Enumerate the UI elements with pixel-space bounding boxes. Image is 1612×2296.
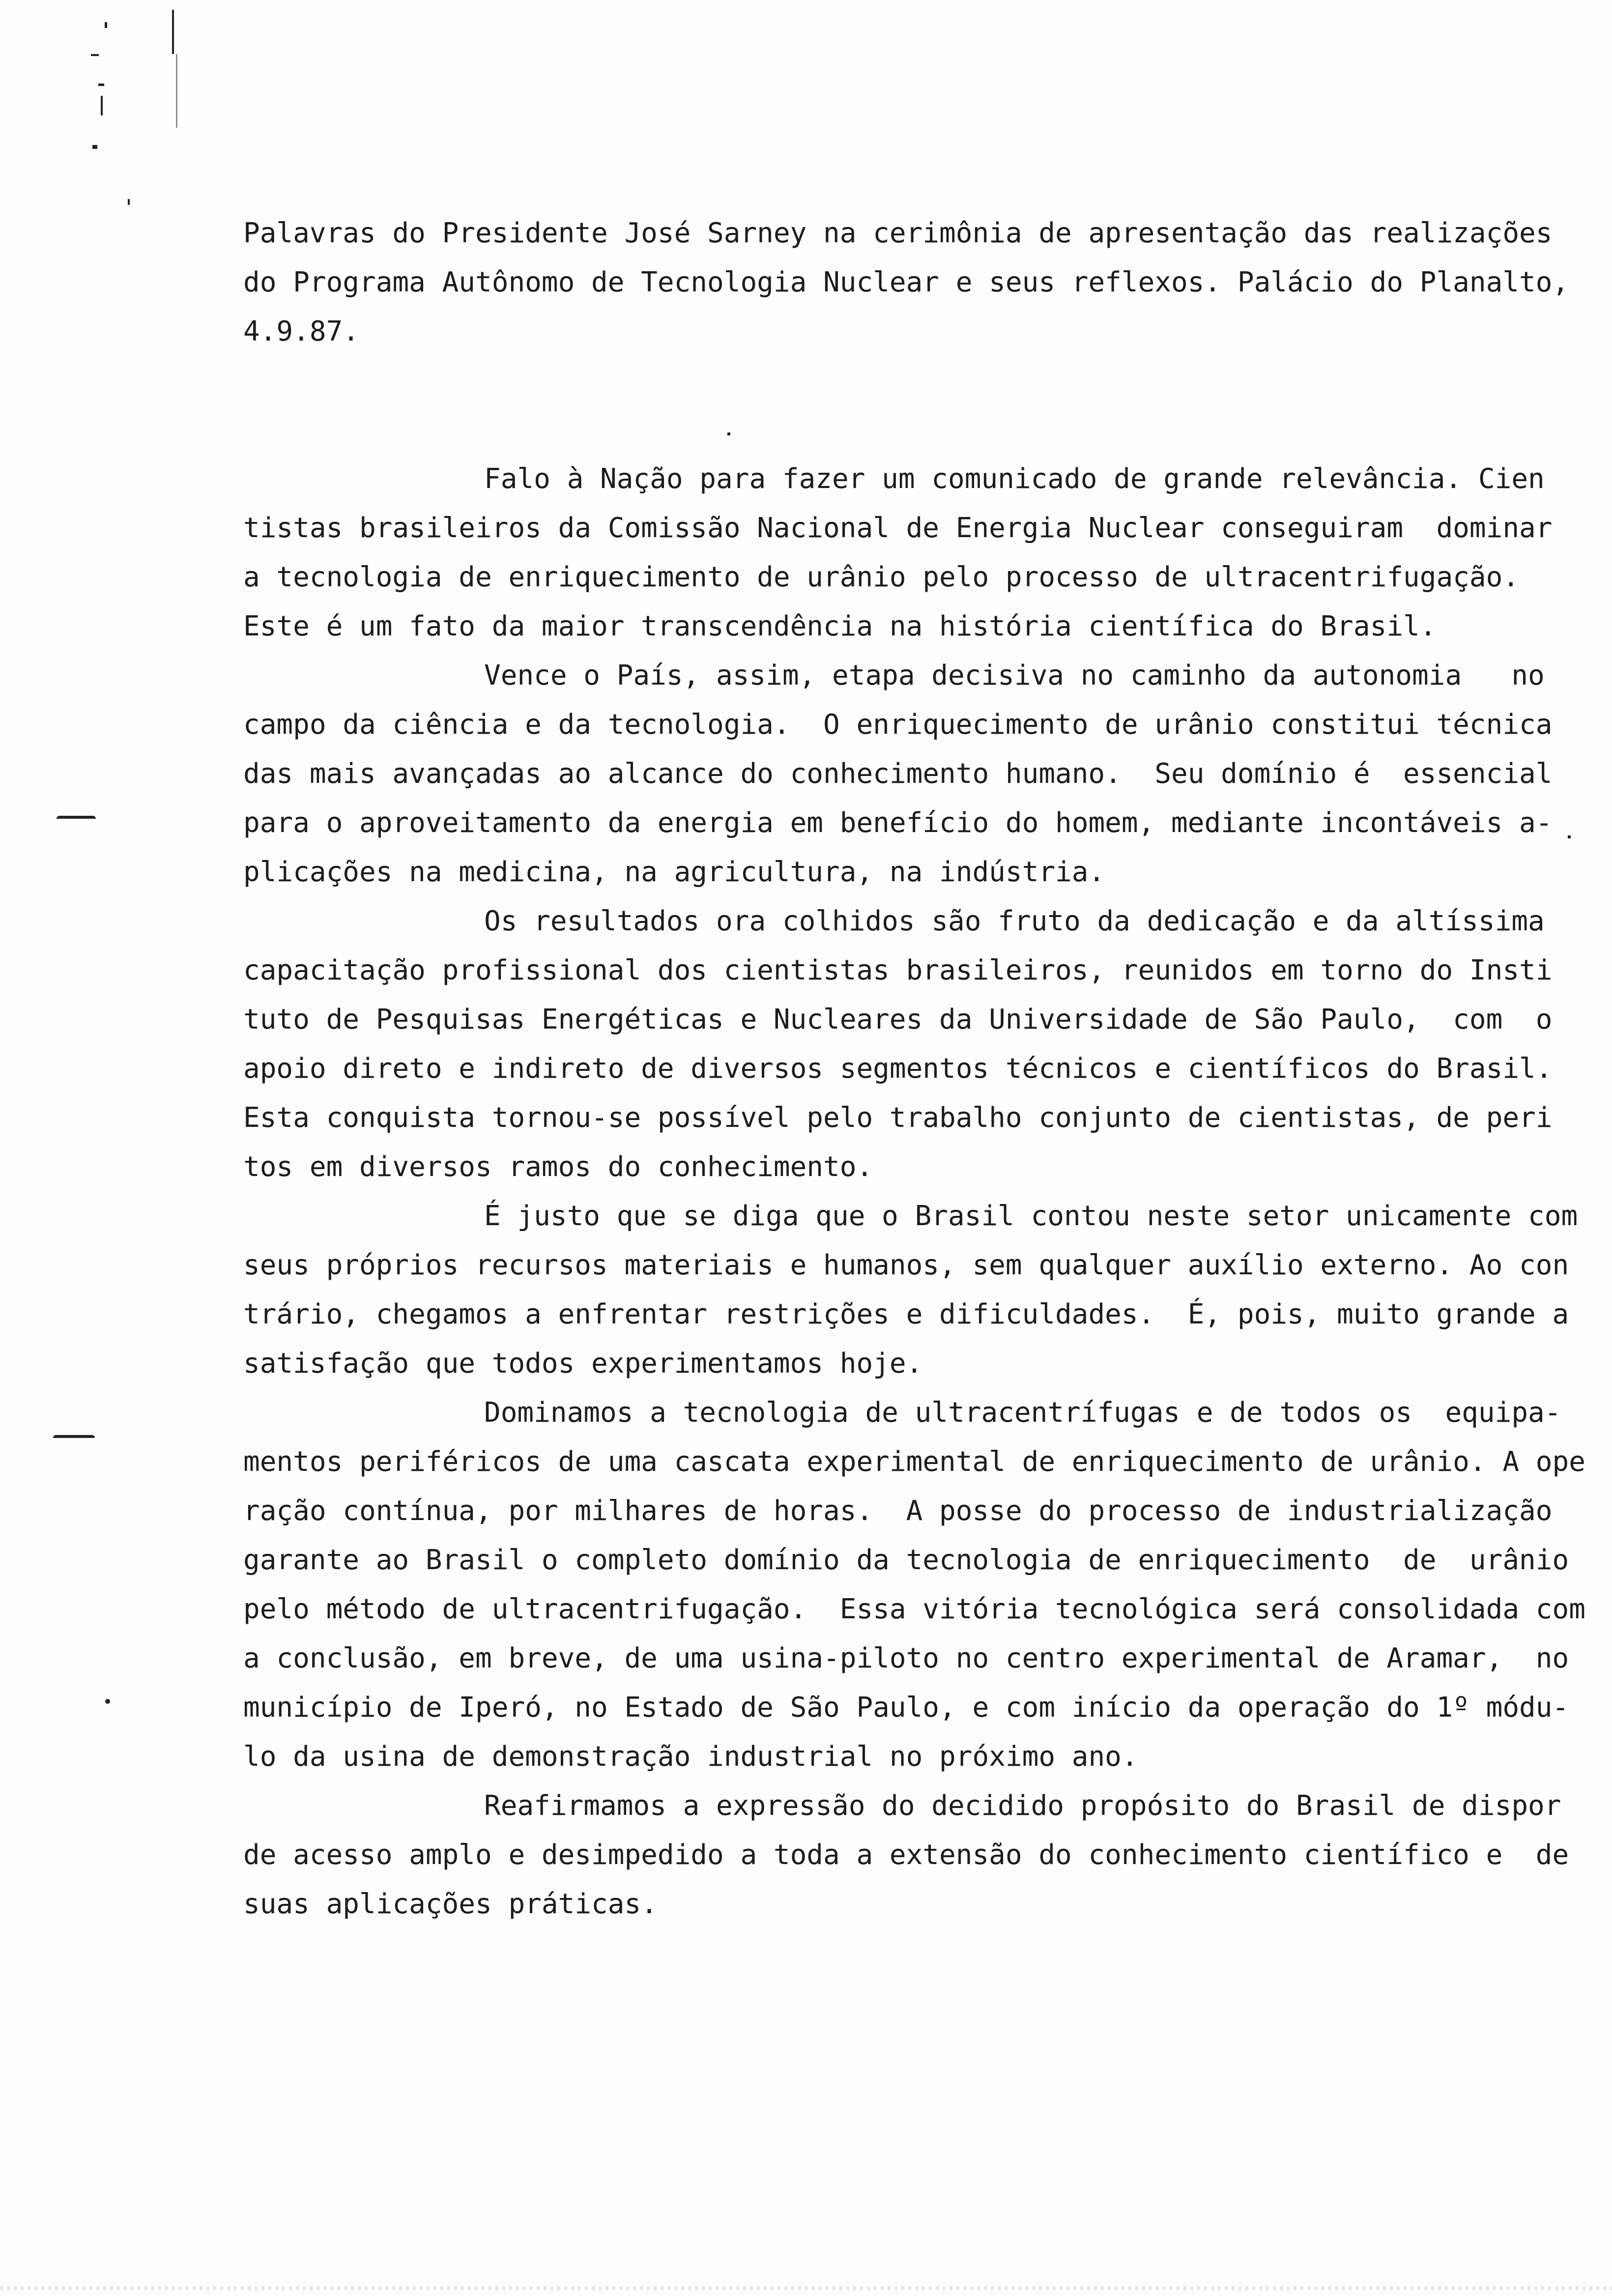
- scan-mark: [91, 54, 99, 56]
- paragraph-line: ração contínua, por milhares de horas. A posse do processo de industrialização: [243, 1495, 1553, 1527]
- heading-line: Palavras do Presidente José Sarney na cerimônia de apresentação das realizações: [243, 217, 1553, 249]
- paragraph-line: seus próprios recursos materiais e humanos, sem qualquer auxílio externo. Ao con: [243, 1249, 1569, 1281]
- paragraph-line: plicações na medicina, na agricultura, na indústria.: [243, 856, 1105, 888]
- paragraph: [243, 1388, 1585, 1781]
- paragraph-line: capacitação profissional dos cientistas brasileiros, reunidos em torno do Insti: [243, 954, 1553, 986]
- paragraph: [243, 455, 1565, 651]
- scan-mark: [57, 816, 96, 819]
- paragraph-line: satisfação que todos experimentamos hoje.: [243, 1348, 923, 1379]
- paragraph-line: para o aproveitamento da energia em benefício do homem, mediante incontáveis a-: [243, 807, 1553, 839]
- scan-mark: [98, 84, 104, 86]
- scan-mark: [176, 54, 177, 128]
- paragraph-line: Este é um fato da maior transcendência na história científica do Brasil.: [243, 610, 1437, 642]
- heading-line: 4.9.87.: [243, 316, 360, 347]
- paragraph-line: pelo método de ultracentrifugação. Essa vitória tecnológica será consolidada com: [243, 1593, 1585, 1625]
- paragraph-line: das mais avançadas ao alcance do conhecimento humano. Seu domínio é essencial: [243, 758, 1553, 790]
- scan-edge: [0, 2286, 1612, 2290]
- paragraph-line: tistas brasileiros da Comissão Nacional de Energia Nuclear conseguiram dominar: [243, 512, 1553, 544]
- paragraph-line: Vence o País, assim, etapa decisiva no caminho da autonomia no: [484, 660, 1545, 691]
- scan-mark: [128, 199, 130, 205]
- paragraph: [243, 1781, 1569, 1929]
- paragraph-line: campo da ciência e da tecnologia. O enriquecimento de urânio constitui técnica: [243, 709, 1553, 741]
- paragraph-line: Dominamos a tecnologia de ultracentrífugas e de todos os equipa-: [484, 1397, 1561, 1429]
- paragraph-line: tos em diversos ramos do conhecimento.: [243, 1151, 873, 1183]
- scan-mark: [105, 22, 107, 28]
- scan-mark: [53, 1435, 95, 1438]
- scan-mark: [101, 96, 103, 115]
- document-heading: [243, 209, 1569, 356]
- paragraph-line: suas aplicações práticas.: [243, 1888, 658, 1920]
- paragraph-line: Reafirmamos a expressão do decidido propósito do Brasil de dispor: [484, 1790, 1561, 1822]
- paragraph-line: trário, chegamos a enfrentar restrições e dificuldades. É, pois, muito grande a: [243, 1298, 1569, 1330]
- scan-mark: [105, 1699, 110, 1704]
- paragraph-line: garante ao Brasil o completo domínio da tecnologia de enriquecimento de urânio: [243, 1544, 1569, 1576]
- paragraph-line: município de Iperó, no Estado de São Paulo, e com início da operação do 1º módu-: [243, 1692, 1569, 1723]
- document-body: [243, 455, 1585, 1929]
- paragraph-line: Os resultados ora colhidos são fruto da dedicação e da altíssima: [484, 905, 1545, 937]
- paragraph-line: lo da usina de demonstração industrial no próximo ano.: [243, 1741, 1138, 1773]
- heading-line: do Programa Autônomo de Tecnologia Nuclear e seus reflexos. Palácio do Planalto,: [243, 266, 1569, 298]
- paragraph-line: a tecnologia de enriquecimento de urânio pelo processo de ultracentrifugação.: [243, 561, 1520, 593]
- paragraph-line: tuto de Pesquisas Energéticas e Nucleares da Universidade de São Paulo, com o: [243, 1004, 1553, 1035]
- paragraph-line: Esta conquista tornou-se possível pelo trabalho conjunto de cientistas, de peri: [243, 1102, 1553, 1134]
- scan-mark: [92, 145, 97, 149]
- paragraph: [243, 897, 1565, 1192]
- scan-mark: [172, 10, 174, 54]
- scan-mark: [1568, 835, 1571, 838]
- scan-mark: [727, 432, 730, 435]
- paragraph-line: a conclusão, em breve, de uma usina-piloto no centro experimental de Aramar, no: [243, 1642, 1569, 1674]
- paragraph: [243, 651, 1565, 897]
- paragraph-line: apoio direto e indireto de diversos segmentos técnicos e científicos do Brasil.: [243, 1053, 1553, 1085]
- paragraph-line: de acesso amplo e desimpedido a toda a extensão do conhecimento científico e de: [243, 1839, 1569, 1871]
- paragraph-line: É justo que se diga que o Brasil contou neste setor unicamente com: [484, 1200, 1578, 1232]
- paragraph: [243, 1192, 1578, 1388]
- paragraph-line: mentos periféricos de uma cascata experimental de enriquecimento de urânio. A ope: [243, 1446, 1585, 1478]
- paragraph-line: Falo à Nação para fazer um comunicado de grande relevância. Cien: [484, 463, 1545, 495]
